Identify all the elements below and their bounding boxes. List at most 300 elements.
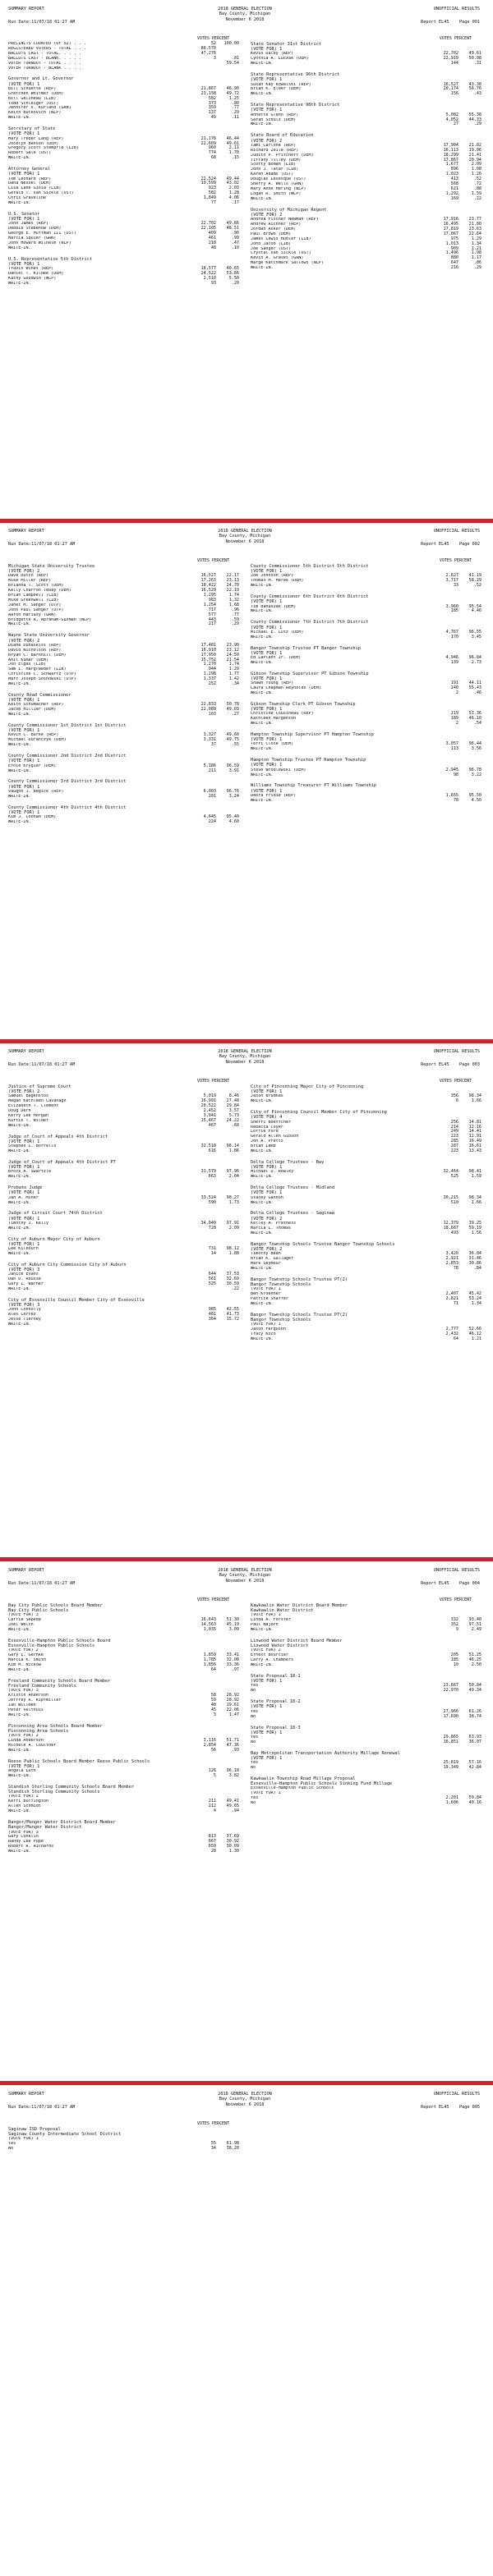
- candidate-name: Kerry Lee Morgan: [8, 1114, 49, 1119]
- vote-count: 17,067: [443, 231, 458, 236]
- vote-count: 983: [208, 597, 216, 603]
- vote-count: 4,052: [445, 117, 458, 122]
- result-row: [251, 747, 481, 752]
- report-page: [5, 1561, 485, 2080]
- candidate-name: Gary L. Warner: [8, 1282, 44, 1287]
- result-row: [8, 1628, 239, 1633]
- vote-percent: 1.68: [228, 602, 239, 607]
- contest-title: Hampton Township Supervisor PT Hampton Township: [251, 732, 374, 738]
- vote-percent: 96.59: [226, 763, 239, 768]
- vote-count: 78: [453, 1265, 458, 1271]
- contest-title: Linwood Water District Board Member: [251, 1639, 343, 1644]
- contest-block: [251, 1699, 481, 1719]
- contest-block: [251, 1674, 481, 1694]
- contest-subtitle: (VOTE FOR) 1: [251, 108, 283, 113]
- contest-title: County Commissioner 7th District 7th District: [251, 620, 369, 626]
- candidate-name: (VOTE FOR) 1: [251, 1791, 281, 1796]
- left-results-column: [8, 558, 239, 831]
- candidate-name: Tom Leonard (REP): [8, 176, 52, 181]
- vote-count: 27,966: [443, 1708, 458, 1714]
- vote-count: 1,496: [445, 250, 458, 256]
- candidate-name: Scotty Boman (LIB): [251, 163, 297, 167]
- vote-count: 48: [210, 245, 216, 250]
- vote-percent: 1.25: [228, 95, 239, 101]
- candidate-name: Stacey Gannon: [251, 1195, 283, 1200]
- contest-block: [251, 1242, 481, 1272]
- result-row: [251, 1801, 481, 1806]
- report-title: SUMMARY REPORT: [8, 1568, 44, 1573]
- candidate-name: Christine Cousineau (REP): [251, 712, 314, 717]
- candidate-name: VOTER TURNOUT - TOTAL . . . .: [8, 61, 81, 66]
- contest-subtitle: (VOTE FOR) 1: [251, 1165, 283, 1171]
- vote-percent: 48.51: [226, 226, 239, 231]
- vote-count: 467: [208, 1122, 216, 1128]
- vote-count: 77: [210, 200, 216, 206]
- contest-block: [8, 1759, 239, 1779]
- candidate-name: (VOTE FOR) 2: [251, 1648, 281, 1653]
- vote-percent: 1.32: [228, 597, 239, 603]
- candidate-name: Brian Campbell (LIB): [8, 594, 59, 598]
- candidate-name: Debbie Stabenow (DEM): [8, 227, 62, 231]
- vote-percent: 96.84: [468, 654, 481, 660]
- vote-count: 1,606: [445, 1800, 458, 1806]
- election-date: November 6 2018: [225, 539, 265, 544]
- vote-count: 1,859: [203, 1652, 216, 1658]
- vote-percent: .29: [231, 621, 239, 627]
- page-header: [5, 0, 485, 36]
- vote-count: 3,331: [203, 737, 216, 743]
- vote-count: 2: [455, 690, 458, 695]
- result-row: [8, 622, 239, 627]
- vote-percent: 44.11: [468, 681, 481, 686]
- vote-percent: 4.46: [471, 608, 481, 614]
- vote-percent: 98.12: [226, 1246, 239, 1252]
- vote-count: 201: [208, 793, 216, 799]
- vote-count: 34: [210, 2146, 216, 2152]
- candidate-name: Jeffrey R. Kipfmiller: [8, 1698, 62, 1703]
- vote-count: 667: [208, 1839, 216, 1845]
- vote-percent: 28.92: [226, 1693, 239, 1698]
- vote-count: 49: [210, 115, 216, 121]
- vote-percent: 2.09: [471, 162, 481, 167]
- vote-percent: 22.64: [468, 231, 481, 236]
- candidate-name: (VOTE FOR) 2: [8, 1794, 39, 1799]
- candidate-name: Linda Anderson: [8, 1739, 44, 1744]
- candidate-name: Kim M. Nickow: [8, 1663, 41, 1668]
- vote-percent: 1.59: [471, 190, 481, 196]
- contest-title: U.S. Representative 5th District: [8, 256, 93, 262]
- candidate-name: (VOTE FOR) 3: [8, 1613, 39, 1618]
- vote-count: 16,527: [200, 573, 216, 579]
- vote-percent: 4.06: [228, 195, 239, 201]
- candidate-name: PRECINCTS COUNTED (OF 52) . . .: [8, 42, 87, 46]
- candidate-name: WRITE-IN.: [8, 1149, 31, 1154]
- result-row: [251, 1715, 481, 1720]
- contest-subtitle: (VOTE FOR) 1: [251, 599, 283, 605]
- vote-percent: .99: [231, 236, 239, 241]
- candidate-name: WRITE-IN.: [251, 266, 274, 271]
- contest-title: Bangor Township Schools Trustee Bangor Township Schools: [251, 1241, 395, 1247]
- vote-count: 731: [208, 1246, 216, 1252]
- vote-percent: .29: [231, 110, 239, 116]
- contest-block: [8, 257, 239, 286]
- vote-percent: .22: [473, 195, 481, 201]
- votes-percent-header: VOTES PERCENT: [439, 1079, 472, 1084]
- candidate-name: Michael E. Lutz (DEM): [251, 630, 304, 635]
- vote-count: 33: [453, 583, 458, 589]
- contest-block: [251, 783, 481, 803]
- vote-percent: 3.82: [228, 1773, 239, 1779]
- contest-block: [251, 1110, 481, 1154]
- vote-percent: 49.61: [226, 140, 239, 146]
- vote-percent: 19.06: [468, 147, 481, 153]
- vote-count: 55: [210, 2141, 216, 2147]
- vote-percent: 24.22: [226, 1117, 239, 1123]
- vote-count: 525: [450, 1174, 458, 1180]
- candidate-name: No: [8, 2147, 14, 2152]
- candidate-name: Tiffany Tilley (DEM): [251, 158, 302, 163]
- report-page-info: [421, 2105, 480, 2110]
- vote-count: 4,946: [445, 654, 458, 660]
- vote-percent: 49.72: [226, 90, 239, 96]
- election-heading: [5, 2092, 485, 2107]
- vote-percent: 96.18: [226, 1768, 239, 1774]
- candidate-name: WRITE-IN.: [8, 682, 31, 687]
- contest-block: [251, 758, 481, 777]
- vote-percent: 59.54: [226, 60, 239, 66]
- vote-percent: .77: [231, 105, 239, 111]
- vote-count: 285: [450, 1139, 458, 1144]
- election-date: November 6 2018: [225, 16, 265, 22]
- vote-count: 16,113: [443, 147, 458, 153]
- vote-count: 223: [450, 1134, 458, 1139]
- contest-subtitle: (VOTE FOR) 1: [8, 1216, 40, 1222]
- contest-title: State Board of Education: [251, 133, 314, 139]
- vote-percent: 1.21: [471, 245, 481, 251]
- vote-count: 2,627: [445, 573, 458, 579]
- results-status: UNOFFICIAL RESULTS: [433, 529, 480, 534]
- candidate-name: Yes: [251, 1761, 259, 1766]
- page-header: [5, 522, 485, 558]
- vote-count: 47,276: [200, 50, 216, 56]
- result-row: [251, 773, 481, 778]
- contest-block: [8, 723, 239, 748]
- candidate-name: Marcia L. Thomas: [251, 1226, 292, 1231]
- contest-block: [8, 1820, 239, 1854]
- vote-count: 1,292: [445, 190, 458, 196]
- vote-count: 3,420: [445, 1250, 458, 1256]
- vote-percent: .54: [473, 721, 481, 727]
- vote-count: 2,510: [203, 276, 216, 282]
- vote-percent: 96.76: [226, 788, 239, 794]
- vote-count: 525: [208, 1281, 216, 1287]
- candidate-name: WRITE-IN.: [8, 1123, 31, 1128]
- vote-percent: 22.19: [226, 588, 239, 594]
- vote-count: 18,299: [443, 152, 458, 158]
- vote-percent: 1.17: [471, 255, 481, 261]
- run-date: Run Date:11/07/18 01:27 AM: [8, 2105, 76, 2110]
- candidate-name: Elizabeth T. Clement: [8, 1104, 59, 1109]
- vote-percent: 30.09: [226, 1844, 239, 1849]
- candidate-name: (VOTE FOR) 1: [8, 2137, 39, 2142]
- contest-subtitle: Pinconning Area Schools: [8, 1729, 69, 1735]
- result-row: [8, 1226, 239, 1231]
- candidate-name: Dana Nessel (DEM): [8, 181, 52, 186]
- vote-percent: 41.19: [468, 573, 481, 579]
- candidate-name: Kevin A. Graves (GRN): [251, 256, 304, 261]
- vote-count: 249: [450, 1129, 458, 1134]
- contest-subtitle: Essexville-Hampton Public Schools Sinking Fund Millage: [251, 1781, 393, 1787]
- candidate-name: (VOTE FOR) 3: [8, 1830, 39, 1835]
- vote-percent: 1.34: [471, 1300, 481, 1306]
- candidate-name: Lee Kilbourn: [8, 1247, 39, 1252]
- vote-percent: 29.84: [226, 1103, 239, 1109]
- candidate-name: Carrie Sepeda: [8, 1618, 41, 1623]
- result-row: [8, 1201, 239, 1206]
- candidate-name: Gerald Allen Gibson: [251, 1134, 299, 1139]
- result-row: [251, 1663, 481, 1668]
- vote-percent: 95.54: [468, 603, 481, 609]
- vote-count: 985: [208, 1307, 216, 1313]
- candidate-name: Ed LaPlant Jr. (DEM): [251, 655, 302, 660]
- contest-block: [8, 779, 239, 799]
- candidate-name: WRITE-IN.: [251, 609, 274, 614]
- vote-count: 80,570: [200, 45, 216, 51]
- results-status: UNOFFICIAL RESULTS: [433, 1568, 480, 1573]
- result-row: [8, 1149, 239, 1154]
- contest-title: University of Michigan Regent: [251, 207, 327, 213]
- vote-count: 217: [208, 621, 216, 627]
- vote-count: 16,643: [200, 1617, 216, 1623]
- vote-percent: 45.19: [226, 1622, 239, 1628]
- vote-percent: .86: [473, 260, 481, 266]
- report-page: [5, 522, 485, 1038]
- candidate-name: Travis Wines (REP): [8, 267, 54, 272]
- candidate-name: Alex Cortez: [8, 1313, 36, 1318]
- contest-subtitle: (VOTE FOR) 1: [251, 1089, 283, 1095]
- vote-percent: 55.43: [468, 685, 481, 691]
- vote-count: 644: [208, 1272, 216, 1277]
- candidate-name: Sam I. Hargraeder (LIB): [8, 667, 67, 672]
- vote-count: 22,702: [200, 221, 216, 227]
- contest-block: [8, 633, 239, 687]
- vote-percent: 1.66: [471, 1199, 481, 1205]
- vote-count: 582: [208, 95, 216, 101]
- contest-block: [251, 1776, 481, 1806]
- vote-percent: 36.84: [468, 1250, 481, 1256]
- vote-percent: [216, 66, 239, 71]
- vote-count: 1,337: [203, 676, 216, 682]
- contest-title: County Commissioner 6th District 6th District: [251, 594, 369, 600]
- page-number: Page 001: [459, 20, 480, 25]
- vote-count: 2,854: [203, 1743, 216, 1749]
- vote-percent: 97.51: [468, 1622, 481, 1628]
- contest-block: [251, 1603, 481, 1633]
- report-title: SUMMARY REPORT: [8, 7, 44, 11]
- vote-percent: 98.34: [468, 1093, 481, 1099]
- vote-count: 224: [208, 818, 216, 824]
- vote-percent: 95.50: [468, 792, 481, 798]
- candidate-name: Marc Joseph Sosnowski (UTP): [8, 677, 76, 682]
- result-row: [8, 246, 239, 251]
- vote-count: 58: [210, 1693, 216, 1698]
- vote-percent: 50.78: [226, 702, 239, 708]
- vote-count: 28: [210, 1849, 216, 1854]
- county-name: Bay County, Michigan: [219, 534, 271, 539]
- candidate-name: Brianna T. Scott (DEM): [8, 584, 64, 589]
- vote-count: 223: [450, 1148, 458, 1154]
- vote-percent: 95.40: [226, 814, 239, 820]
- candidate-name: Randy Lee Pope: [8, 1840, 44, 1845]
- vote-percent: 5.73: [228, 1113, 239, 1119]
- contest-title: Reese Public Schools Board Member Reese Public Schools: [8, 1758, 150, 1764]
- vote-percent: 53.36: [468, 711, 481, 717]
- vote-count: 1,254: [203, 602, 216, 607]
- candidate-name: Stephen L. Borrello: [8, 1144, 57, 1149]
- vote-count: 32,464: [443, 1169, 458, 1175]
- contest-title: Gibson Township Clerk PT Gibson Township: [251, 701, 356, 707]
- vote-count: 21,867: [200, 85, 216, 91]
- vote-count: 17,916: [443, 217, 458, 222]
- candidate-name: John James (REP): [8, 222, 49, 227]
- right-results-column: [251, 558, 481, 831]
- contest-title: State Senator 31st District: [251, 42, 322, 47]
- contest-title: Governor and Lt. Governor: [8, 76, 74, 82]
- vote-count: 16,910: [200, 647, 216, 653]
- vote-count: 18,577: [200, 266, 216, 272]
- contest-title: Judge of Court of Appeals 4th District PT: [8, 1159, 116, 1165]
- contest-subtitle: (VOTE FOR) 1: [8, 809, 40, 815]
- candidate-name: Rebecca Coyer: [251, 1125, 283, 1130]
- vote-count: 22,833: [200, 702, 216, 708]
- page-separator: [0, 519, 493, 523]
- vote-count: 191: [450, 681, 458, 686]
- contest-title: Delta College Trustees - Saginaw: [251, 1211, 335, 1217]
- contest-block: [8, 1237, 239, 1257]
- vote-count: 373: [208, 100, 216, 106]
- contest-subtitle: (VOTE FOR) 3: [8, 1303, 40, 1309]
- candidate-name: WRITE-IN.: [251, 747, 274, 752]
- votes-percent-header: VOTES PERCENT: [196, 1597, 229, 1602]
- candidate-name: WRITE-IN.: [251, 722, 274, 727]
- candidate-name: Ernest Bourcier: [251, 1653, 289, 1658]
- contest-subtitle: Freeland Community Schools: [8, 1684, 76, 1689]
- contest-block: [251, 1313, 481, 1342]
- vote-count: 59: [210, 1698, 216, 1703]
- election-name: 2018 GENERAL ELECTION: [218, 7, 272, 11]
- contest-subtitle: (VOTE FOR) 1: [8, 784, 40, 790]
- vote-count: 22,702: [443, 51, 458, 57]
- candidate-name: Judith P. Pritchett (DEM): [251, 153, 314, 158]
- result-row: [8, 1668, 239, 1673]
- contest-subtitle: (VOTE FOR) 1: [8, 1139, 40, 1144]
- vote-percent: 52.66: [468, 1326, 481, 1332]
- contest-block: [251, 1084, 481, 1104]
- page-number: Page 004: [459, 1581, 480, 1586]
- page-separator: [0, 2081, 493, 2085]
- vote-percent: 61.98: [226, 2141, 239, 2147]
- candidate-name: Samuel Bagenstos: [8, 1094, 49, 1099]
- candidate-name: Crystal Van Sickle (UST): [251, 251, 311, 256]
- candidate-name: REGISTERED VOTERS - TOTAL . . .: [8, 46, 87, 51]
- candidate-name: WRITE-IN.: [8, 1322, 31, 1327]
- vote-count: 364: [208, 1317, 216, 1322]
- report-title: SUMMARY REPORT: [8, 2092, 44, 2097]
- contest-subtitle: (VOTE FOR) 1: [251, 625, 283, 630]
- vote-count: 3: [213, 1712, 216, 1717]
- result-row: [251, 1766, 481, 1771]
- vote-percent: .01: [231, 55, 239, 61]
- election-date: November 6 2018: [225, 2102, 265, 2107]
- contest-title: Judge of Court of Appeals 4th District: [8, 1134, 108, 1139]
- candidate-name: WRITE-IN.: [8, 1668, 31, 1673]
- vote-count: 256: [450, 1119, 458, 1125]
- county-name: Bay County, Michigan: [219, 2097, 271, 2102]
- candidate-name: Kathy Goodwin (WCP): [8, 277, 57, 282]
- vote-count: 356: [450, 1093, 458, 1099]
- results-columns: [5, 2121, 485, 2157]
- left-results-column: [8, 1079, 239, 1348]
- vote-count: 4: [213, 1808, 216, 1814]
- vote-count: 663: [208, 1174, 216, 1180]
- vote-percent: 42.55: [226, 1307, 239, 1313]
- candidate-name: Ernie Krygier (DEM): [8, 763, 57, 768]
- vote-count: 493: [450, 1230, 458, 1235]
- candidate-name: Kristin Anderson: [8, 1694, 49, 1698]
- vote-percent: 100.00: [223, 41, 239, 46]
- vote-count: 23,667: [443, 1683, 458, 1689]
- contest-title: Attorney General: [8, 167, 51, 172]
- page-number: Page 003: [459, 1062, 480, 1067]
- vote-percent: 23.13: [226, 578, 239, 584]
- vote-percent: 1.74: [228, 662, 239, 667]
- vote-count: 461: [208, 236, 216, 241]
- vote-count: 103: [208, 712, 216, 717]
- contest-block: [8, 1639, 239, 1673]
- vote-count: 647: [450, 260, 458, 266]
- results-columns: [5, 558, 485, 831]
- contest-title: Bangor Township Trustee PT Bangor Township: [251, 645, 361, 651]
- run-date: Run Date:11/07/18 01:27 AM: [8, 1062, 76, 1067]
- candidate-name: (VOTE FOR) 3: [8, 1689, 39, 1694]
- vote-count: 31,579: [200, 1169, 216, 1175]
- vote-count: 5: [213, 1773, 216, 1779]
- candidate-name: Kevin C. Burke (REP): [8, 733, 59, 738]
- result-row: [8, 795, 239, 800]
- vote-percent: 23.90: [226, 642, 239, 648]
- vote-count: 37: [210, 742, 216, 748]
- contest-block: [251, 1211, 481, 1235]
- page-header: [5, 1561, 485, 1597]
- candidate-name: John Howard Wilhelm (NLP): [8, 241, 71, 245]
- votes-percent-header: VOTES PERCENT: [196, 2121, 229, 2126]
- vote-percent: 2.04: [228, 1174, 239, 1180]
- vote-percent: 36.07: [468, 1739, 481, 1744]
- candidate-name: Andrea Fischer Newman (REP): [251, 218, 319, 222]
- contest-title: U.S. Senator: [8, 211, 40, 217]
- candidate-name: Sarah Schulz (DEM): [251, 117, 297, 122]
- vote-percent: .20: [231, 280, 239, 286]
- vote-percent: 1.98: [471, 250, 481, 256]
- election-name: 2018 GENERAL ELECTION: [218, 529, 272, 534]
- contest-subtitle: (VOTE FOR) 1: [8, 1165, 40, 1171]
- candidate-name: Mary Anne Hering (NLP): [251, 186, 306, 191]
- vote-count: 22,919: [443, 56, 458, 62]
- vote-percent: 4.60: [228, 818, 239, 824]
- vote-count: 590: [208, 1199, 216, 1205]
- result-row: [251, 691, 481, 696]
- vote-percent: 57.16: [468, 1760, 481, 1766]
